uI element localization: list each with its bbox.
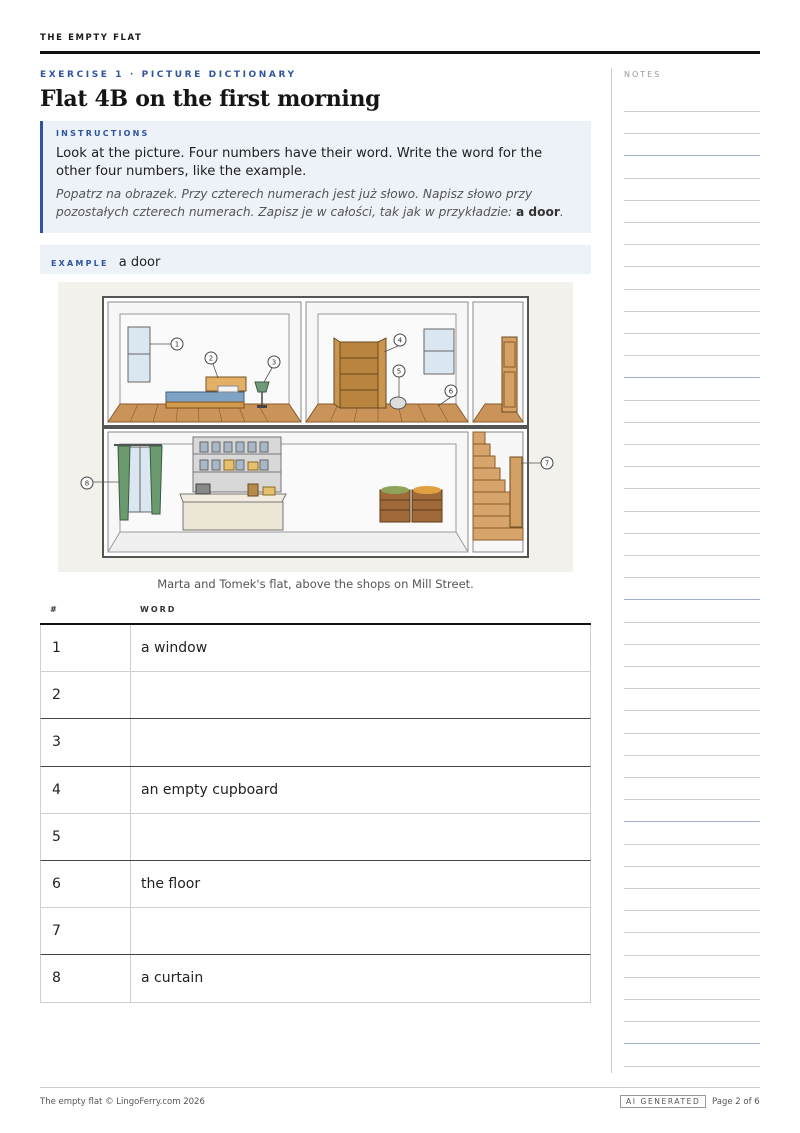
note-line bbox=[624, 289, 760, 290]
table-row bbox=[40, 672, 591, 719]
word-cell[interactable] bbox=[130, 767, 590, 813]
picture-marker-6: 6 bbox=[448, 387, 454, 396]
exercise-main bbox=[40, 70, 591, 987]
note-line bbox=[624, 155, 760, 156]
exercise-kicker: EXERCISE 1 · PICTURE DICTIONARY bbox=[40, 70, 297, 80]
table-row bbox=[40, 955, 591, 1002]
picture-marker-8: 8 bbox=[84, 479, 90, 488]
column-number-header: # bbox=[50, 605, 59, 614]
table-row bbox=[40, 719, 591, 766]
word-text: a curtain bbox=[141, 970, 204, 987]
note-line bbox=[624, 866, 760, 867]
row-number: 3 bbox=[52, 734, 61, 751]
note-line bbox=[624, 466, 760, 467]
note-line bbox=[624, 844, 760, 845]
note-line bbox=[624, 799, 760, 800]
note-line bbox=[624, 622, 760, 623]
footer-rule bbox=[40, 1087, 760, 1088]
row-number: 5 bbox=[52, 828, 61, 845]
word-text: an empty cupboard bbox=[141, 781, 279, 798]
note-line bbox=[624, 688, 760, 689]
note-line bbox=[624, 244, 760, 245]
series-title: THE EMPTY FLAT bbox=[40, 33, 143, 43]
note-line bbox=[624, 999, 760, 1000]
note-line bbox=[624, 377, 760, 378]
note-line bbox=[624, 178, 760, 179]
note-line bbox=[624, 710, 760, 711]
note-line bbox=[624, 932, 760, 933]
picture-marker-3: 3 bbox=[271, 358, 277, 367]
word-text: the floor bbox=[141, 875, 201, 892]
word-cell[interactable] bbox=[130, 625, 590, 671]
instructions-label: INSTRUCTIONS bbox=[56, 129, 150, 138]
note-line bbox=[624, 444, 760, 445]
note-line bbox=[624, 533, 760, 534]
word-cell[interactable] bbox=[130, 955, 590, 1001]
note-line bbox=[624, 777, 760, 778]
note-line bbox=[624, 599, 760, 600]
note-line bbox=[624, 910, 760, 911]
picture-marker-5: 5 bbox=[396, 367, 402, 376]
note-line bbox=[624, 821, 760, 822]
note-line bbox=[624, 111, 760, 112]
picture-marker-4: 4 bbox=[397, 336, 403, 345]
example-value: a door bbox=[118, 255, 161, 270]
note-line bbox=[624, 733, 760, 734]
footer-copyright: The empty flat © LingoFerry.com 2026 bbox=[40, 1097, 205, 1107]
word-cell[interactable] bbox=[130, 719, 590, 765]
note-line bbox=[624, 955, 760, 956]
instructions-polish-example: a door bbox=[515, 204, 560, 219]
exercise-title: Flat 4B on the first morning bbox=[40, 86, 381, 112]
note-line bbox=[624, 1066, 760, 1067]
note-line bbox=[624, 400, 760, 401]
page-number: Page 2 of 6 bbox=[712, 1097, 760, 1107]
row-number: 7 bbox=[52, 923, 61, 940]
instructions-polish bbox=[56, 186, 578, 221]
picture-caption: Marta and Tomek's flat, above the shops on Mill Street. bbox=[157, 577, 474, 591]
note-line bbox=[624, 133, 760, 134]
picture-marker-7: 7 bbox=[544, 459, 550, 468]
instructions-polish-text: Popatrz na obrazek. Przy czterech numerach jest już słowo. Napisz słowo przy pozostałych czterech numerach. Zapisz je w całości, tak jak w przykładzie: bbox=[56, 187, 533, 219]
note-line bbox=[624, 888, 760, 889]
table-row bbox=[40, 814, 591, 861]
ai-generated-badge: AI GENERATED bbox=[620, 1095, 706, 1108]
note-line bbox=[624, 200, 760, 201]
word-cell[interactable] bbox=[130, 672, 590, 718]
instructions-english: Look at the picture. Four numbers have their word. Write the word for the other four numbers, like the example. bbox=[56, 146, 543, 179]
note-line bbox=[624, 511, 760, 512]
note-line bbox=[624, 977, 760, 978]
note-line bbox=[624, 266, 760, 267]
example-label: EXAMPLE bbox=[51, 259, 109, 268]
note-line bbox=[624, 1043, 760, 1044]
note-line bbox=[624, 333, 760, 334]
table-header bbox=[40, 605, 591, 623]
note-line bbox=[624, 755, 760, 756]
note-line bbox=[624, 577, 760, 578]
word-cell[interactable] bbox=[130, 908, 590, 954]
note-line bbox=[624, 644, 760, 645]
note-line bbox=[624, 666, 760, 667]
instructions-box bbox=[40, 121, 591, 233]
note-line bbox=[624, 422, 760, 423]
note-line bbox=[624, 555, 760, 556]
table-row bbox=[40, 767, 591, 814]
notes-divider bbox=[611, 68, 612, 1073]
table-row bbox=[40, 908, 591, 955]
flat-cutaway-svg bbox=[58, 282, 573, 572]
picture-marker-2: 2 bbox=[208, 354, 214, 363]
picture-marker-1: 1 bbox=[174, 340, 180, 349]
table-row bbox=[40, 861, 591, 908]
word-text: a window bbox=[141, 640, 208, 656]
row-number: 2 bbox=[52, 687, 61, 704]
note-line bbox=[624, 311, 760, 312]
word-cell[interactable] bbox=[130, 861, 590, 907]
notes-label: NOTES bbox=[624, 70, 662, 79]
word-cell[interactable] bbox=[130, 814, 590, 860]
note-line bbox=[624, 488, 760, 489]
note-line bbox=[624, 1021, 760, 1022]
flat-illustration bbox=[58, 282, 573, 572]
row-number: 1 bbox=[52, 640, 61, 656]
table-row bbox=[40, 625, 591, 672]
row-number: 4 bbox=[52, 781, 61, 798]
column-word-header: WORD bbox=[140, 605, 177, 614]
row-number: 6 bbox=[52, 875, 61, 892]
row-number: 8 bbox=[52, 970, 61, 987]
header-rule bbox=[40, 51, 760, 54]
answer-table bbox=[40, 623, 591, 1003]
note-line bbox=[624, 355, 760, 356]
example-box bbox=[40, 245, 591, 274]
instructions-polish-end: . bbox=[559, 204, 564, 219]
note-line bbox=[624, 222, 760, 223]
